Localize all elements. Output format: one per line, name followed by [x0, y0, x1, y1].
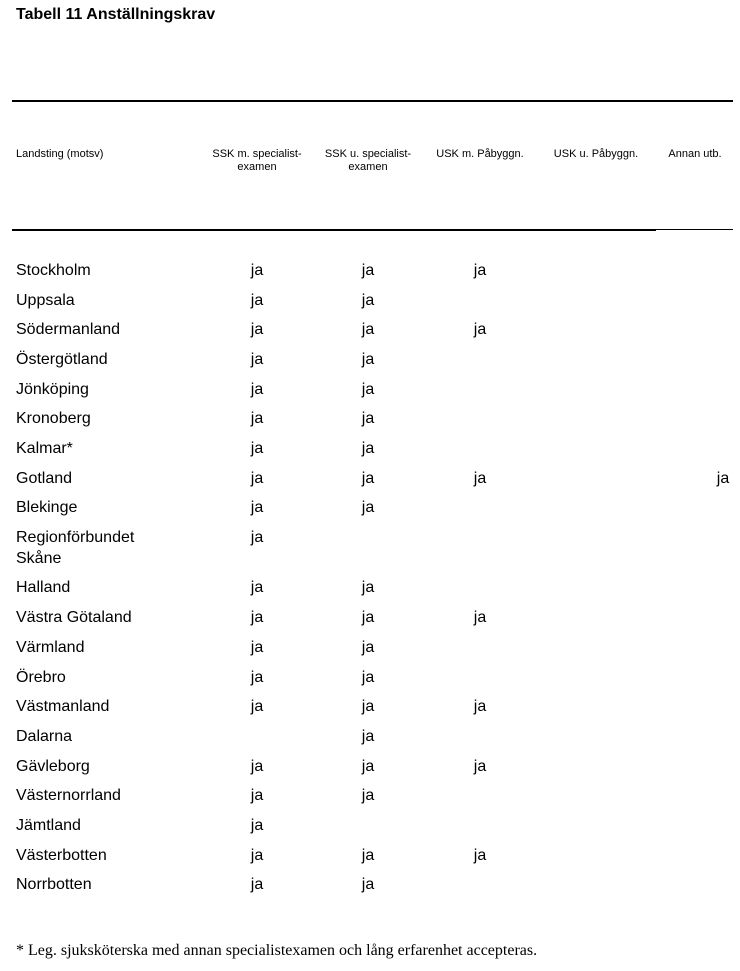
column-header-landsting: Landsting (motsv)	[16, 148, 104, 160]
row-label: Dalarna	[16, 728, 73, 745]
table-cell: ja	[361, 728, 375, 745]
table-cell: ja	[361, 639, 375, 656]
table-cell: ja	[250, 639, 264, 656]
table-cell: ja	[361, 351, 375, 368]
row-label: Stockholm	[16, 262, 91, 279]
column-header-usk-with-pabyggn: USK m. Påbyggn.	[436, 148, 524, 160]
row-label: Västmanland	[16, 698, 110, 715]
table-cell: ja	[250, 470, 264, 487]
table-cell: ja	[473, 262, 487, 279]
table-cell: ja	[250, 579, 264, 596]
table-cell: ja	[361, 262, 375, 279]
row-label: Kronoberg	[16, 410, 91, 427]
row-label: Gotland	[16, 470, 73, 487]
table-cell: ja	[250, 292, 264, 309]
table-cell: ja	[361, 876, 375, 893]
table-cell: ja	[250, 351, 264, 368]
row-label: Uppsala	[16, 292, 75, 309]
table-cell: ja	[361, 440, 375, 457]
table-cell: ja	[361, 847, 375, 864]
table-cell: ja	[361, 470, 375, 487]
row-label: Jönköping	[16, 381, 89, 398]
table-cell: ja	[361, 698, 375, 715]
row-label: Halland	[16, 579, 71, 596]
row-label: Västerbotten	[16, 847, 107, 864]
table-cell: ja	[250, 876, 264, 893]
table-cell: ja	[716, 470, 730, 487]
table-cell: ja	[361, 609, 375, 626]
row-label: Västra Götaland	[16, 609, 132, 626]
table-cell: ja	[361, 381, 375, 398]
table-cell: ja	[250, 262, 264, 279]
column-header-ssk-with-specialist: SSK m. specialist- examen	[212, 148, 302, 173]
header-bottom-rule-thin	[656, 229, 733, 230]
table-cell: ja	[473, 470, 487, 487]
table-cell: ja	[250, 609, 264, 626]
row-label: Norrbotten	[16, 876, 92, 893]
row-label: Blekinge	[16, 499, 78, 516]
table-cell: ja	[250, 499, 264, 516]
table-cell: ja	[361, 499, 375, 516]
table-title: Tabell 11 Anställningskrav	[16, 6, 216, 23]
table-cell: ja	[250, 410, 264, 427]
row-label: Värmland	[16, 639, 85, 656]
column-header-usk-without-pabyggn: USK u. Påbyggn.	[553, 148, 639, 160]
table-cell: ja	[473, 321, 487, 338]
table-cell: ja	[250, 847, 264, 864]
table-cell: ja	[250, 321, 264, 338]
table-cell: ja	[473, 609, 487, 626]
table-cell: ja	[250, 758, 264, 775]
row-label: Gävleborg	[16, 758, 90, 775]
table-cell: ja	[250, 440, 264, 457]
table-cell: ja	[361, 579, 375, 596]
top-rule	[12, 100, 733, 102]
row-label: Regionförbundet Skåne	[16, 529, 135, 567]
table-cell: ja	[250, 529, 264, 546]
table-cell: ja	[361, 292, 375, 309]
table-cell: ja	[473, 758, 487, 775]
table-cell: ja	[361, 787, 375, 804]
table-cell: ja	[250, 787, 264, 804]
header-bottom-rule	[12, 229, 656, 231]
table-cell: ja	[250, 381, 264, 398]
row-label: Östergötland	[16, 351, 108, 368]
table-cell: ja	[361, 669, 375, 686]
column-header-ssk-without-specialist: SSK u. specialist- examen	[324, 148, 412, 173]
column-header-annan-utb: Annan utb.	[668, 148, 722, 160]
table-cell: ja	[473, 847, 487, 864]
table-cell: ja	[250, 817, 264, 834]
table-cell: ja	[473, 698, 487, 715]
table-cell: ja	[361, 321, 375, 338]
table-cell: ja	[361, 758, 375, 775]
row-label: Västernorrland	[16, 787, 121, 804]
table-cell: ja	[250, 669, 264, 686]
row-label: Södermanland	[16, 321, 121, 338]
footnote: * Leg. sjuksköterska med annan specialistexamen och lång erfarenhet accepteras.	[16, 942, 538, 959]
table-cell: ja	[250, 698, 264, 715]
row-label: Jämtland	[16, 817, 81, 834]
row-label: Kalmar*	[16, 440, 73, 457]
row-label: Örebro	[16, 669, 66, 686]
table-cell: ja	[361, 410, 375, 427]
